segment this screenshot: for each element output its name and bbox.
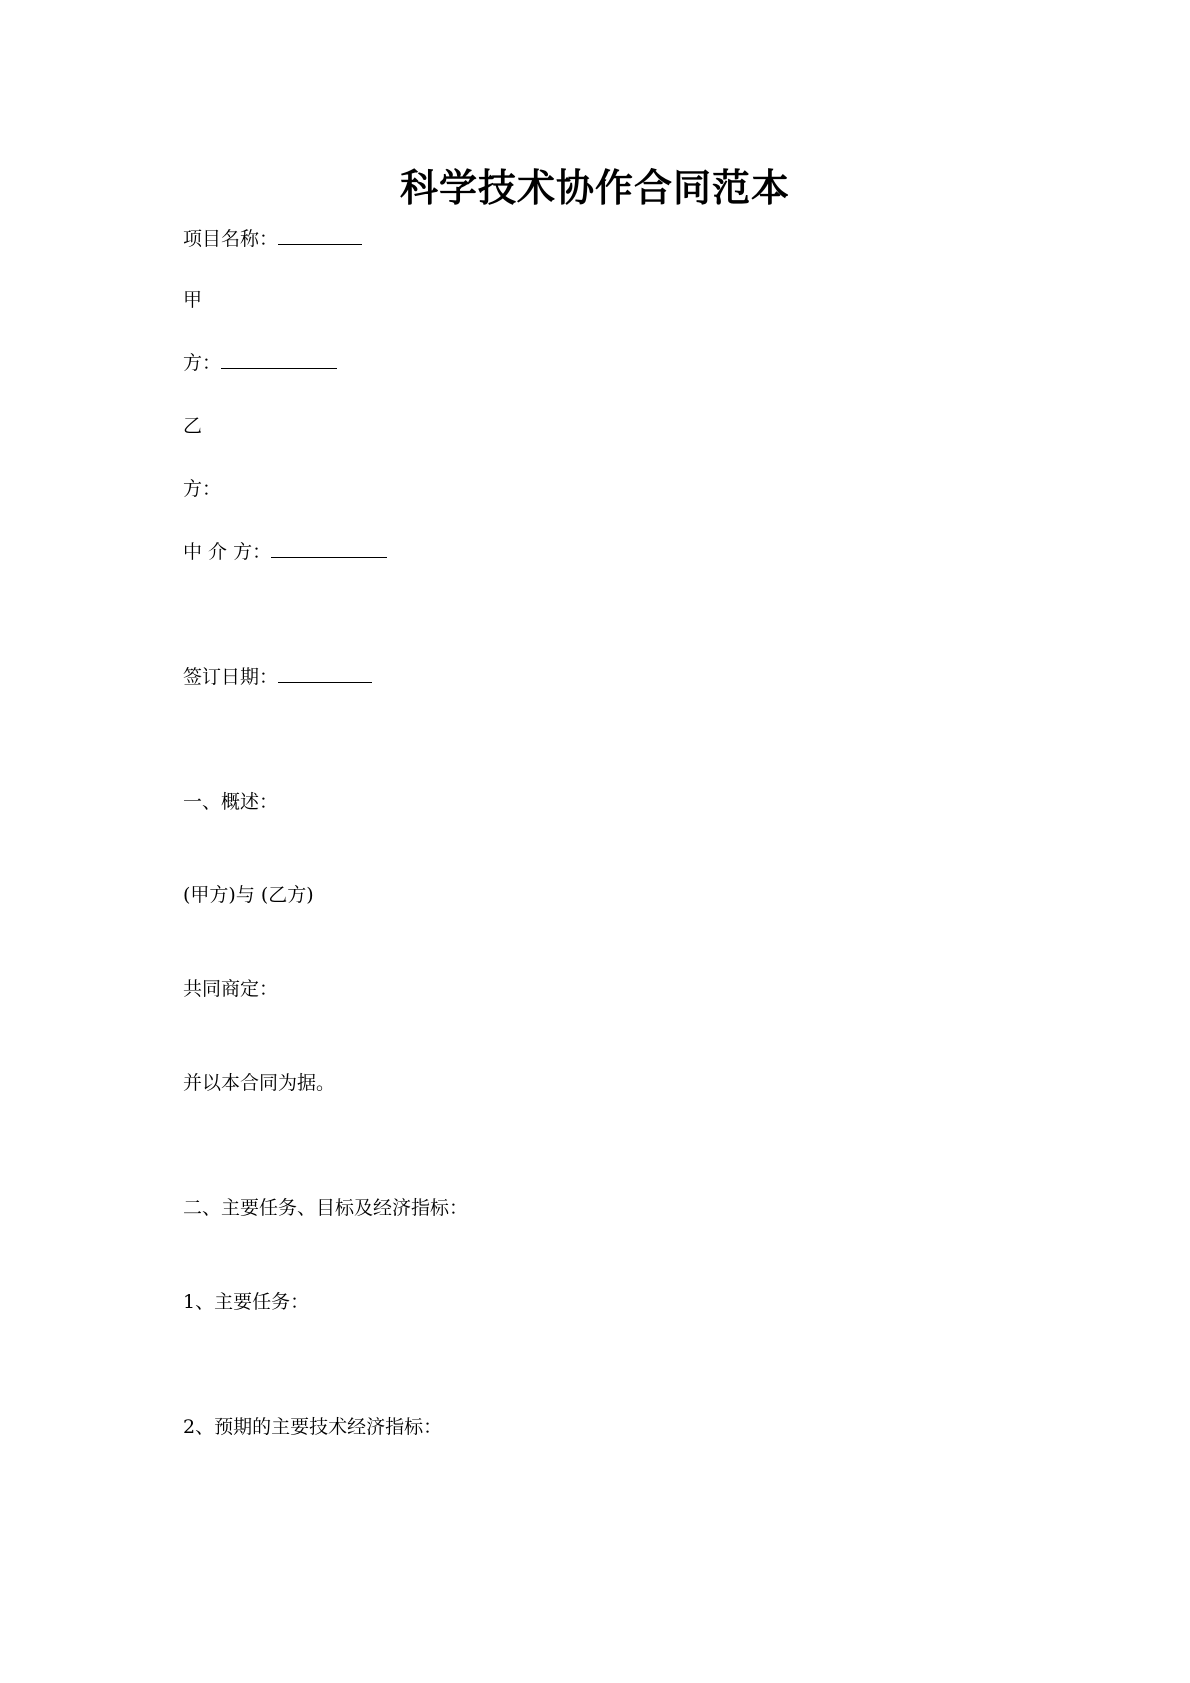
party-a-blank[interactable] — [221, 350, 337, 369]
tasks-heading: 二、主要任务、目标及经济指标： — [183, 1197, 469, 1219]
party-a-label-line1: 甲 — [183, 289, 203, 311]
intermediary-row — [183, 539, 387, 565]
project-name-blank[interactable] — [278, 226, 362, 245]
project-name-label: 项目名称： — [183, 228, 279, 250]
parties-text: (甲方)与 (乙方) — [183, 884, 314, 906]
intermediary-blank[interactable] — [271, 539, 387, 558]
task-1: 1、主要任务： — [183, 1291, 310, 1313]
document-title: 科学技术协作合同范本 — [399, 165, 790, 210]
party-a-label: 方： — [183, 352, 222, 374]
sign-date-label: 签订日期： — [183, 666, 279, 688]
overview-heading: 一、概述： — [183, 791, 279, 813]
party-b-label: 方： — [183, 478, 222, 500]
basis-text: 并以本合同为据。 — [183, 1072, 336, 1094]
agreed-text: 共同商定： — [183, 978, 279, 1000]
intermediary-label: 中 介 方： — [183, 541, 272, 563]
party-a-row — [183, 350, 337, 376]
party-b-label-line1: 乙 — [183, 415, 203, 437]
sign-date-row — [183, 664, 372, 690]
sign-date-blank[interactable] — [278, 664, 372, 683]
project-name-row — [183, 226, 362, 252]
task-2: 2、预期的主要技术经济指标： — [183, 1416, 443, 1438]
